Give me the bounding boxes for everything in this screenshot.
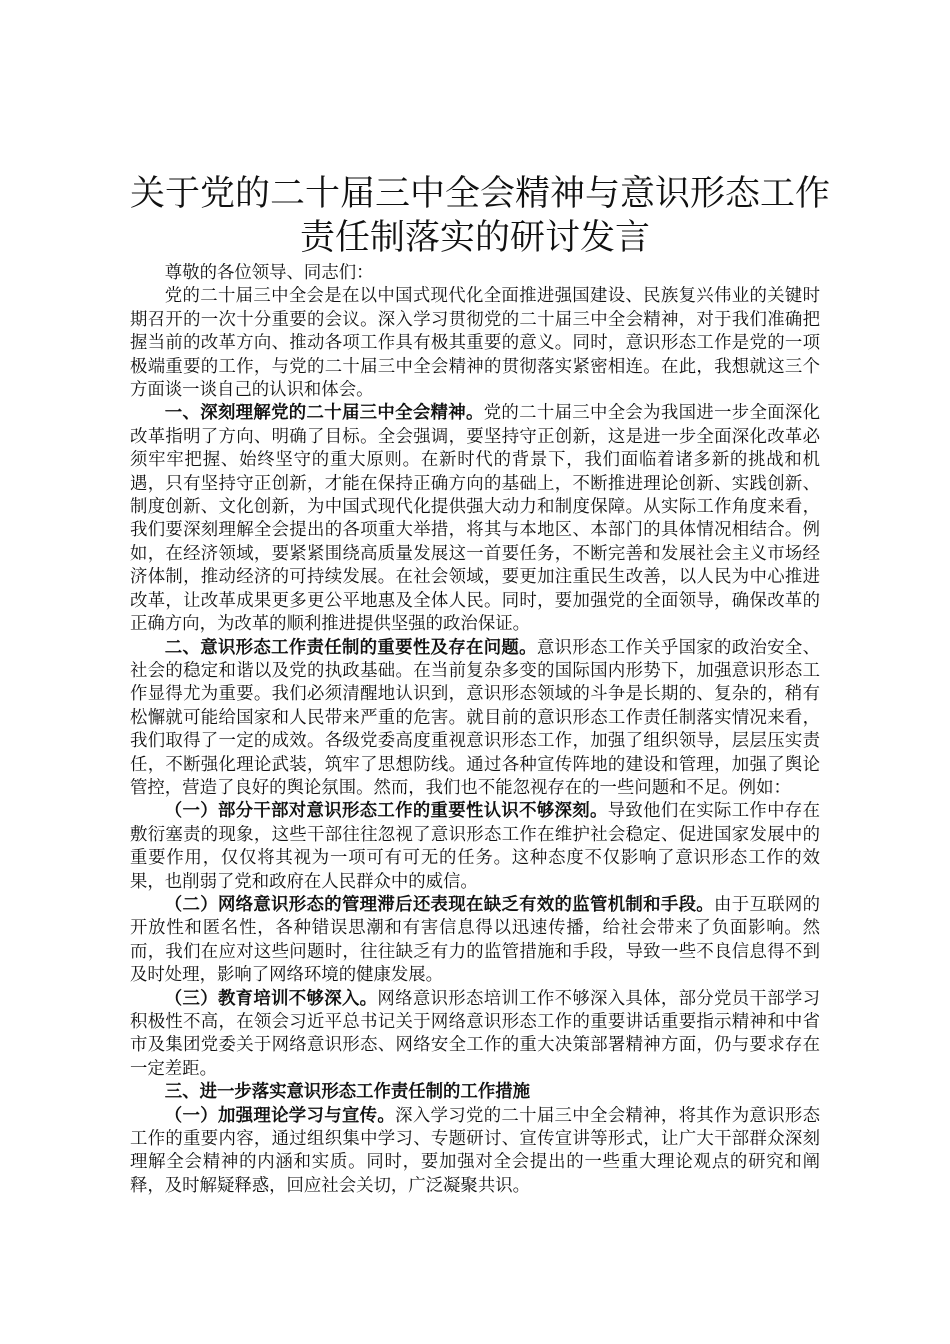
section-1-heading: 一、深刻理解党的二十届三中全会精神。 (164, 403, 484, 424)
section-1-body: 党的二十届三中全会为我国进一步全面深化改革指明了方向、明确了目标。全会强调，要坚持守正创新，这是进一步全面深化改革必须牢牢把握、始终坚守的重大原则。在新时代的背景下，我们面临着诸多新的挑战和机遇，只有坚持守正创新，才能在保持正确方向的基础上，不断推进理论创新、实践创新、制度创新、文化创新，为中国式现代化提供强大动力和制度保障。从实际工作角度来看，我们要深刻理解全会提出的各项重大举措，将其与本地区、本部门的具体情况相结合。例如，在经济领域，要紧紧围绕高质量发展这一首要任务，不断完善和发展社会主义市场经济体制，推动经济的可持续发展。在社会领域，要更加注重民生改善，以人民为中心推进改革，让改革成果更多更公平地惠及全体人民。同时，要加强党的全面领导，确保改革的正确方向，为改革的顺利推进提供坚强的政治保证。 (130, 403, 820, 635)
section-3-1-body: 深入学习党的二十届三中全会精神，将其作为意识形态工作的重要内容，通过组织集中学习、专题研讨、宣传宣讲等形式，让广大干部群众深刻理解全会精神的内涵和实质。同时，要加强对全会提出的一些重大理论观点的研究和阐释，及时解疑释惑，回应社会关切，广泛凝聚共识。 (130, 1105, 820, 1196)
intro-paragraph: 党的二十届三中全会是在以中国式现代化全面推进强国建设、民族复兴伟业的关键时期召开的一次十分重要的会议。深入学习贯彻党的二十届三中全会精神，对于我们准确把握当前的改革方向、推动各项工作具有极其重要的意义。同时，意识形态工作是党的一项极端重要的工作，与党的二十届三中全会精神的贯彻落实紧密相连。在此，我想就这三个方面谈一谈自己的认识和体会。 (130, 286, 820, 401)
title-line-1: 关于党的二十届三中全会精神与意识形态工作 (130, 174, 831, 214)
section-2-1-body: 导致他们在实际工作中存在敷衍塞责的现象，这些干部往往忽视了意识形态工作在维护社会稳定、促进国家发展中的重要作用，仅仅将其视为一项可有可无的任务。这种态度不仅影响了意识形态工作的效果，也削弱了党和政府在人民群众中的威信。 (130, 801, 820, 892)
section-3-1-heading: （一）加强理论学习与宣传。 (164, 1105, 396, 1126)
section-3-heading: 三、进一步落实意识形态工作责任制的工作措施 (164, 1082, 531, 1103)
section-2-3-paragraph (130, 988, 820, 1082)
document-title (130, 172, 831, 260)
section-2-3-body: 网络意识形态培训工作不够深入具体，部分党员干部学习积极性不高，在领会习近平总书记关于网络意识形态工作的重要讲话重要指示精神和中省市及集团党委关于网络意识形态、网络安全工作的重大决策部署精神方面，仍与要求存在一定差距。 (130, 988, 820, 1079)
section-3-1-paragraph (130, 1105, 820, 1199)
section-2-3-heading: （三）教育培训不够深入。 (164, 988, 378, 1009)
document-page (130, 172, 831, 1198)
section-1-paragraph (130, 402, 820, 636)
section-2-1-paragraph (130, 800, 820, 894)
section-2-2-heading: （二）网络意识形态的管理滞后还表现在缺乏有效的监管机制和手段。 (164, 894, 715, 915)
section-2-body: 意识形态工作关乎国家的政治安全、社会的稳定和谐以及党的执政基础。在当前复杂多变的国际国内形势下，加强意识形态工作显得尤为重要。我们必须清醒地认识到，意识形态领域的斗争是长期的、复杂的，稍有松懈就可能给国家和人民带来严重的危害。就目前的意识形态工作责任制落实情况来看，我们取得了一定的成效。各级党委高度重视意识形态工作，加强了组织领导，层层压实责任，不断强化理论武装，筑牢了思想防线。通过各种宣传阵地的建设和管理，加强了舆论管控，营造了良好的舆论氛围。然而，我们也不能忽视存在的一些问题和不足。例如： (130, 637, 820, 798)
section-2-1-heading: （一）部分干部对意识形态工作的重要性认识不够深刻。 (164, 801, 608, 822)
section-2-2-body: 由于互联网的开放性和匿名性，各种错误思潮和有害信息得以迅速传播，给社会带来了负面影响。然而，我们在应对这些问题时，往往缺乏有力的监管措施和手段，导致一些不良信息得不到及时处理，影响了网络环境的健康发展。 (130, 894, 820, 986)
section-2-heading: 二、意识形态工作责任制的重要性及存在问题。 (164, 637, 537, 658)
section-2-2-paragraph (130, 894, 820, 988)
greeting: 尊敬的各位领导、同志们： (164, 263, 374, 283)
title-line-2: 责任制落实的研讨发言 (299, 218, 650, 258)
section-2-paragraph (130, 637, 820, 801)
